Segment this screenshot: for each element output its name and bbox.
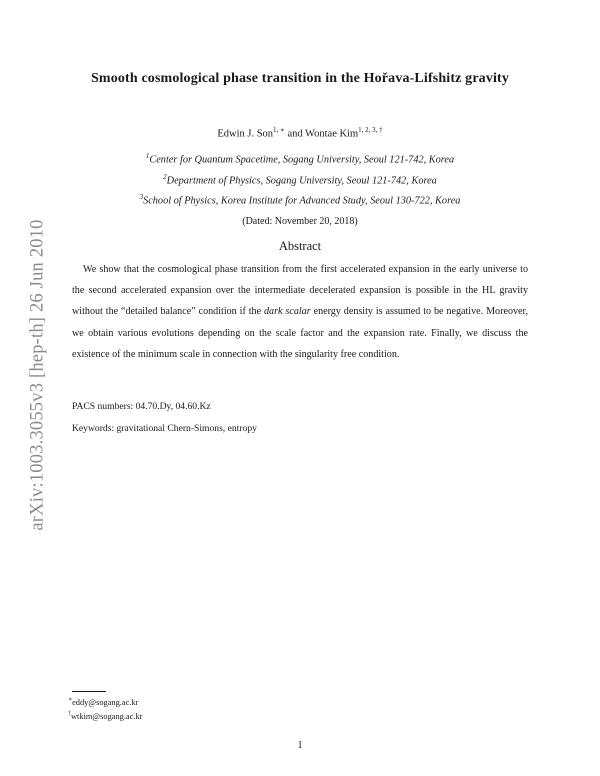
- author-marks: 1, 2, 3, †: [358, 126, 383, 134]
- affiliation-2: [0, 173, 600, 186]
- page-number: 1: [297, 740, 303, 751]
- affiliation-1: [0, 152, 600, 165]
- author-separator: and: [284, 128, 306, 140]
- affiliation-text: Center for Quantum Spacetime, Sogang University, Seoul 121-742, Korea: [149, 154, 455, 166]
- pacs-numbers: PACS numbers: 04.70.Dy, 04.60.Kz: [72, 401, 211, 412]
- author-name: Edwin J. Son: [217, 128, 274, 140]
- footnote-email[interactable]: wtkim@sogang.ac.kr: [71, 711, 143, 721]
- footnote-email[interactable]: eddy@sogang.ac.kr: [72, 697, 139, 707]
- abstract-text-part: energy density is assumed to be negative. Moreover, we obtain various evolutions depending on the scale factor and the expansion rate. Finally, we discuss the existence of the minimum scale in connection with the singularity free condition.: [72, 306, 528, 360]
- footnote-1: [68, 696, 138, 707]
- abstract-italic-term: dark scalar: [264, 306, 311, 318]
- affiliation-mark: 2: [163, 173, 167, 181]
- footnote-mark: †: [68, 711, 71, 717]
- keywords: Keywords: gravitational Chern-Simons, entropy: [72, 423, 257, 434]
- affiliation-text: Department of Physics, Sogang University, Seoul 121-742, Korea: [166, 175, 437, 187]
- arxiv-watermark: arXiv:1003.3055v3 [hep-th] 26 Jun 2010: [27, 219, 48, 531]
- abstract-text: [72, 259, 528, 365]
- author-marks: 1, ∗: [273, 126, 285, 134]
- abstract-heading: Abstract: [278, 239, 322, 253]
- paper-title: Smooth cosmological phase transition in the Hořava-Lifshitz gravity: [91, 71, 509, 86]
- author-line: [0, 126, 600, 140]
- affiliation-mark: 3: [139, 193, 144, 201]
- footnote-divider: [72, 691, 106, 692]
- affiliation-text: School of Physics, Korea Institute for Advanced Study, Seoul 130-722, Korea: [143, 195, 461, 207]
- dated-line: (Dated: November 20, 2018): [242, 216, 358, 227]
- affiliation-mark: 1: [145, 152, 150, 160]
- footnote-2: [68, 711, 142, 721]
- author-name: Wontae Kim: [305, 128, 359, 140]
- affiliation-3: [0, 193, 600, 206]
- abstract-text-part: We show that the cosmological phase transition from the first accelerated expansion in the early universe to the second accelerated expansion over the intermediate decelerated expansion is possible in the HL gravity without the “detailed balance” condition if the: [72, 264, 528, 318]
- footnote-mark: ∗: [68, 697, 73, 703]
